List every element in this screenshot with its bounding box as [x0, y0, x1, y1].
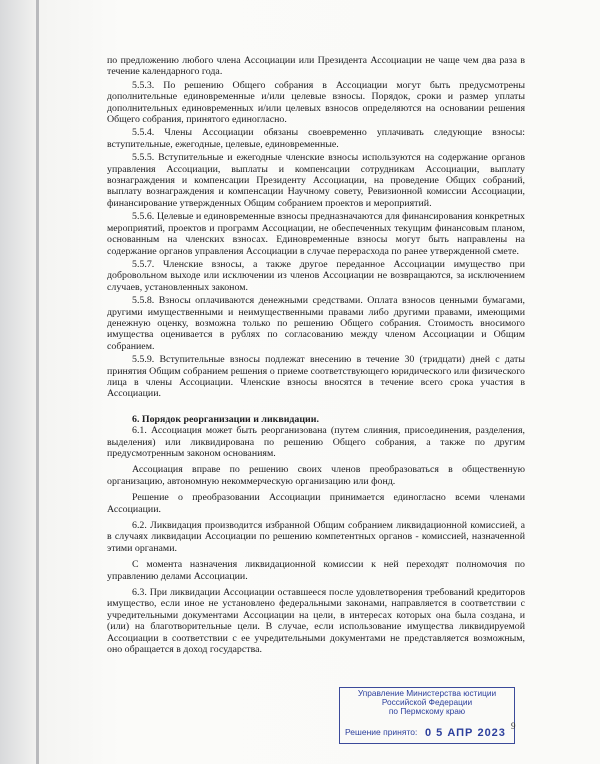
paragraph: 6.2. Ликвидация производится избранной Общим собранием ликвидационной комиссией, а в случаях ликвидации Ассоциации по решению компетентных органов - комиссией, назначенной этими органами. — [107, 520, 525, 554]
paragraph: 5.5.4. Члены Ассоциации обязаны своевременно уплачивать следующие взносы: вступительные, ежегодные, целевые, единовременные. — [107, 127, 525, 150]
paragraph: 6.1. Ассоциация может быть реорганизована (путем слияния, присоединения, разделения, выделения) или ликвидирована по решению Общего собрания, а также по другим предусмотренным законом основаниям. — [107, 425, 525, 459]
document-body — [107, 55, 525, 656]
page-number: 9 — [511, 721, 516, 731]
page-binding-edge — [36, 0, 39, 764]
paragraph: 5.5.9. Вступительные взносы подлежат внесению в течение 30 (тридцати) дней с даты принятия Общим собранием решения о приеме соответствующего юридического или физического лица в члены Ассоциации. Членские взносы вносятся в течение всего срока участия в Ассоциации. — [107, 354, 525, 400]
paragraph: 5.5.3. По решению Общего собрания в Ассоциации могут быть предусмотрены дополнительные единовременные и/или целевые взносы. Порядок, сроки и размер уплаты дополнительных единовременных и/или целевых взносов определяются на основании решения Общего собрания, принятого единогласно. — [107, 79, 525, 126]
paragraph: Ассоциация вправе по решению своих членов преобразоваться в общественную организацию, автономную некоммерческую организацию или фонд. — [107, 464, 525, 487]
stamp-authority-line: Управление Министерства юстиции — [357, 688, 497, 698]
paragraph: 6.3. При ликвидации Ассоциации оставшееся после удовлетворения требований кредиторов имущество, если иное не установлено федеральными законами, направляется в соответствии с учредительными документами Ассоциации на цели, в интересах которых она была создана, и (или) на благотворительные цели. В случае, если использование имущества ликвидируемой Ассоциации в соответствии с ее учредительными документами не представляется возможным, оно обращается в доход государства. — [107, 587, 525, 656]
registration-stamp — [339, 687, 515, 744]
paragraph: 5.5.8. Взносы оплачиваются денежными средствами. Оплата взносов ценными бумагами, другими имущественными и неимущественными правами либо другими правами, имеющими денежную оценку, возможна только по решению Общего собрания. Стоимость вносимого имущества оценивается в рублях по согласованию между членом Ассоциации и Общим собранием. — [107, 295, 525, 352]
paragraph: 5.5.6. Целевые и единовременные взносы предназначаются для финансирования конкретных мероприятий, проектов и программ Ассоциации, не обеспеченных текущим финансовым планом, основанным на членских взносах. Единовременные взносы могут быть направлены на содержание органов управления Ассоциации в случае перерасхода по ранее утвержденной смете. — [107, 211, 525, 257]
paragraph: по предложению любого члена Ассоциации или Президента Ассоциации не чаще чем два раза в течение календарного года. — [107, 55, 525, 78]
paragraph: С момента назначения ликвидационной комиссии к ней переходят полномочия по управлению делами Ассоциации. — [107, 559, 525, 582]
paragraph: 5.5.5. Вступительные и ежегодные членские взносы используются на содержание органов управления Ассоциации, выплаты и компенсации сотрудникам Ассоциации, выплату вознаграждения и компенсации Президенту Ассоциации, на проведение Общих собраний, выплату вознаграждения и компенсации Научному совету, Ревизионной комиссии Ассоциации, финансирование утвержденных Общим собранием проектов и мероприятий. — [107, 152, 525, 209]
stamp-region-line: по Пермскому краю — [388, 706, 466, 716]
section-heading: 6. Порядок реорганизации и ликвидации. — [132, 413, 319, 425]
stamp-decision-label: Решение принято: — [345, 727, 418, 737]
paragraph: Решение о преобразовании Ассоциации принимается единогласно всеми членами Ассоциации. — [107, 492, 525, 515]
stamp-authority-line: Российской Федерации — [381, 697, 473, 707]
stamp-date: 0 5 АПР 2023 — [425, 727, 506, 739]
paragraph: 5.5.7. Членские взносы, а также другое переданное Ассоциации имущество при добровольном выходе или исключении из членов Ассоциации не возвращаются, за исключением случаев, установленных законом. — [107, 258, 525, 293]
